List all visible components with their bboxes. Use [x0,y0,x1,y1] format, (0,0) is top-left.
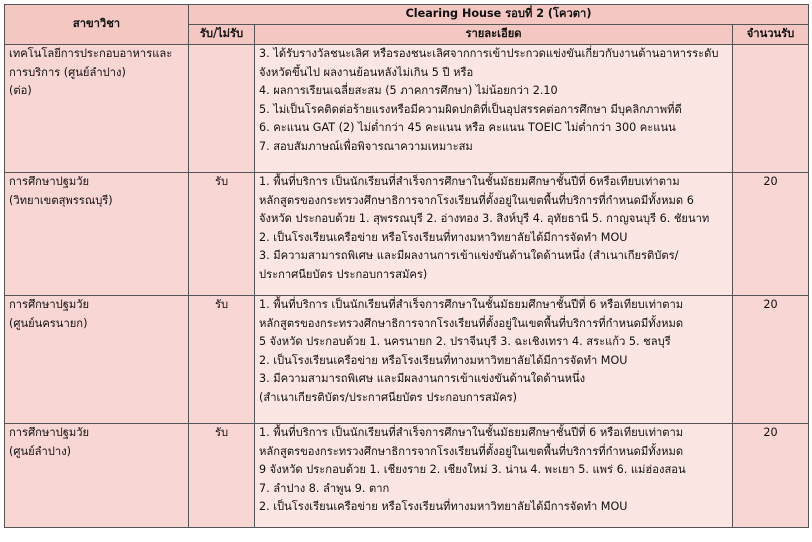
detail-line: 1. พื้นที่บริการ เป็นนักเรียนที่สำเร็จการศึกษาในชั้นมัธยมศึกษาชั้นปีที่ 6 หรือเทียบเท่าตาม [259,426,684,439]
detail-line: 3. ได้รับรางวัลชนะเลิศ หรือรองชนะเลิศจากการเข้าประกวดแข่งขันเกี่ยวกับงานด้านอาหารระดับ [259,47,719,60]
major-cell [5,173,189,296]
accept-cell [189,45,255,173]
detail-line: 1. พื้นที่บริการ เป็นนักเรียนที่สำเร็จการศึกษาในชั้นมัธยมศึกษาชั้นปีที่ 6 หรือเทียบเท่าตาม [259,298,684,311]
table-row [5,424,809,528]
major-line: (ศูนย์นครนายก) [9,316,88,330]
count-cell [733,45,809,173]
table-row [5,45,809,173]
major-cell [5,424,189,528]
admission-table [4,4,809,528]
detail-cell [255,173,733,296]
detail-line: หลักสูตรของกระทรวงศึกษาธิการจากโรงเรียนที่ตั้งอยู่ในเขตพื้นที่บริการที่กำหนดมีทั้งหมด 6 [259,193,694,207]
detail-line: จังหวัด ประกอบด้วย 1. สุพรรณบุรี 2. อ่างทอง 3. สิงห์บุรี 4. อุทัยธานี 5. กาญจนบุรี 6. ชัยนาท [259,212,710,226]
table-row [5,173,809,296]
major-line: การศึกษาปฐมวัย [9,298,90,311]
detail-line: 7. ลำปาง 8. ลำพูน 9. ตาก [259,481,390,495]
detail-line: 4. ผลการเรียนเฉลี่ยสะสม (5 ภาคการศึกษา) ไม่น้อยกว่า 2.10 [259,84,558,98]
major-line: การศึกษาปฐมวัย [9,175,90,188]
major-line: (วิทยาเขตสุพรรณบุรี) [9,193,113,207]
count-cell: 20 [733,296,809,424]
detail-line: 3. มีความสามารถพิเศษ และมีผลงานการเข้าแข่งขันด้านใดด้านหนึ่ง [259,372,586,386]
major-cell [5,296,189,424]
table-row [5,296,809,424]
accept-cell: รับ [189,424,255,528]
major-cell [5,45,189,173]
detail-cell [255,45,733,173]
header-accept: รับ/ไม่รับ [189,25,255,45]
header-major: สาขาวิชา [5,5,189,45]
major-line: เทคโนโลยีการประกอบอาหารและ [9,47,173,60]
detail-line: (สำเนาเกียรติบัตร/ประกาศนียบัตร ประกอบการสมัคร) [259,390,518,404]
detail-line: จังหวัดขึ้นไป ผลงานย้อนหลังไม่เกิน 5 ปี หรือ [259,65,474,79]
header-round: Clearing House รอบที่ 2 (โควตา) [189,5,809,25]
major-line: (ศูนย์ลำปาง) [9,444,72,458]
detail-line: 2. เป็นโรงเรียนเครือข่าย หรือโรงเรียนที่ทางมหาวิทยาลัยได้มีการจัดทำ MOU [259,230,628,244]
detail-line: 3. มีความสามารถพิเศษ และมีผลงานการเข้าแข่งขันด้านใดด้านหนึ่ง (สำเนาเกียรติบัตร/ [259,249,679,263]
detail-line: 7. สอบสัมภาษณ์เพื่อพิจารณาความเหมาะสม [259,139,473,153]
major-line: การบริการ (ศูนย์ลำปาง) [9,65,126,79]
detail-line: 2. เป็นโรงเรียนเครือข่าย หรือโรงเรียนที่ทางมหาวิทยาลัยได้มีการจัดทำ MOU [259,353,628,367]
detail-line: หลักสูตรของกระทรวงศึกษาธิการจากโรงเรียนที่ตั้งอยู่ในเขตพื้นที่บริการที่กำหนดมีทั้งหมด [259,316,684,330]
major-line: การศึกษาปฐมวัย [9,426,90,439]
header-details: รายละเอียด [255,25,733,45]
detail-line: 5. ไม่เป็นโรคติดต่อร้ายแรงหรือมีความผิดปกติที่เป็นอุปสรรคต่อการศึกษา มีบุคลิกภาพที่ดี [259,102,682,116]
accept-cell: รับ [189,173,255,296]
count-cell: 20 [733,173,809,296]
detail-line: 5 จังหวัด ประกอบด้วย 1. นครนายก 2. ปราจีนบุรี 3. ฉะเชิงเทรา 4. สระแก้ว 5. ชลบุรี [259,335,671,349]
detail-line: 2. เป็นโรงเรียนเครือข่าย หรือโรงเรียนที่ทางมหาวิทยาลัยได้มีการจัดทำ MOU [259,500,628,514]
detail-line: 6. คะแนน GAT (2) ไม่ต่ำกว่า 45 คะแนน หรือ คะแนน TOEIC ไม่ต่ำกว่า 300 คะแนน [259,121,676,135]
detail-line: 9 จังหวัด ประกอบด้วย 1. เชียงราย 2. เชียงใหม่ 3. น่าน 4. พะเยา 5. แพร่ 6. แม่ฮ่องสอน [259,463,686,477]
detail-line: หลักสูตรของกระทรวงศึกษาธิการจากโรงเรียนที่ตั้งอยู่ในเขตพื้นที่บริการที่กำหนดมีทั้งหมด [259,444,684,458]
accept-cell: รับ [189,296,255,424]
detail-cell [255,296,733,424]
detail-cell [255,424,733,528]
detail-line: ประกาศนียบัตร ประกอบการสมัคร) [259,267,428,281]
detail-line: 1. พื้นที่บริการ เป็นนักเรียนที่สำเร็จการศึกษาในชั้นมัธยมศึกษาชั้นปีที่ 6หรือเทียบเท่าตาม [259,175,680,188]
count-cell: 20 [733,424,809,528]
header-count: จำนวนรับ [733,25,809,45]
major-line: (ต่อ) [9,84,32,98]
